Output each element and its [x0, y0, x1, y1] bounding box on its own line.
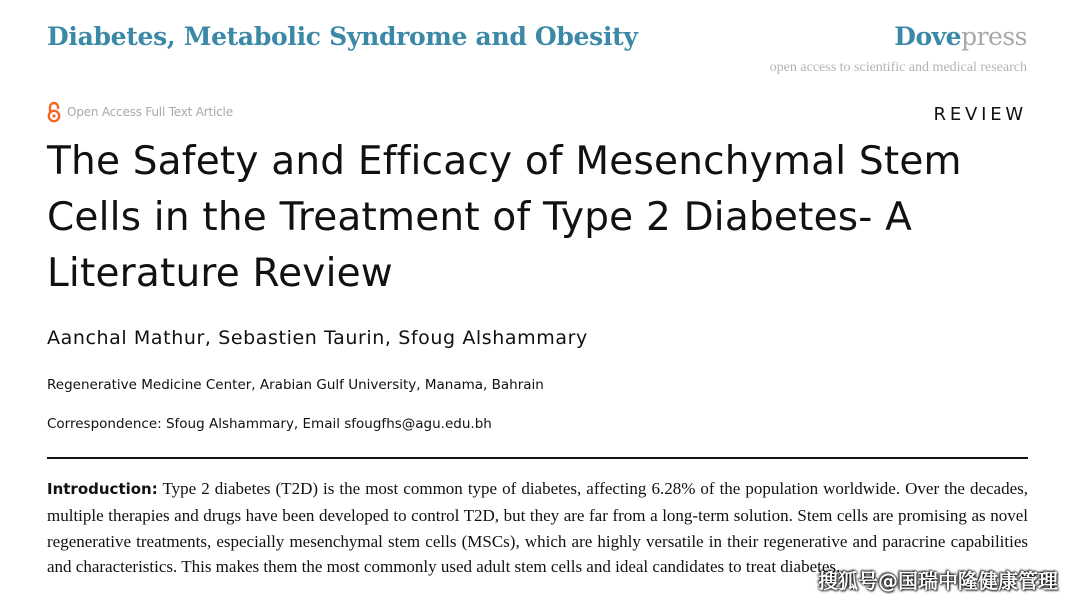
open-access-label: Open Access Full Text Article [67, 105, 233, 119]
open-access-badge [47, 101, 233, 123]
abstract-heading: Introduction: [47, 480, 158, 498]
section-divider [47, 457, 1028, 459]
publisher-name-part2: press [961, 22, 1027, 51]
abstract-text: Type 2 diabetes (T2D) is the most common type of diabetes, affecting 6.28% of the population worldwide. Over the decades, multiple therapies and drugs have been developed to control T2D, but they are far from a long-term solution. Stem cells are promising as novel regenerative treatments, especially mesenchymal stem cells (MSCs), which are highly versatile in their regenerative and paracrine capabilities and characteristics. This makes them the most commonly used adult stem cells and ideal candidates to treat diabetes. [47, 479, 1028, 577]
publisher-logo[interactable] [894, 22, 1027, 51]
article-type: REVIEW [933, 104, 1027, 125]
publisher-name-part1: Dove [894, 22, 962, 51]
correspondence: Correspondence: Sfoug Alshammary, Email sfougfhs@agu.edu.bh [47, 416, 492, 432]
publisher-tagline: open access to scientific and medical research [769, 60, 1027, 75]
open-access-lock-icon [47, 101, 61, 123]
watermark: 搜狐号@国瑞中隆健康管理 [818, 569, 1058, 593]
author-list: Aanchal Mathur, Sebastien Taurin, Sfoug Alshammary [47, 327, 588, 349]
affiliation: Regenerative Medicine Center, Arabian Gulf University, Manama, Bahrain [47, 377, 544, 393]
article-title: The Safety and Efficacy of Mesenchymal Stem Cells in the Treatment of Type 2 Diabetes- A Literature Review [47, 139, 962, 296]
journal-name[interactable]: Diabetes, Metabolic Syndrome and Obesity [47, 22, 638, 51]
